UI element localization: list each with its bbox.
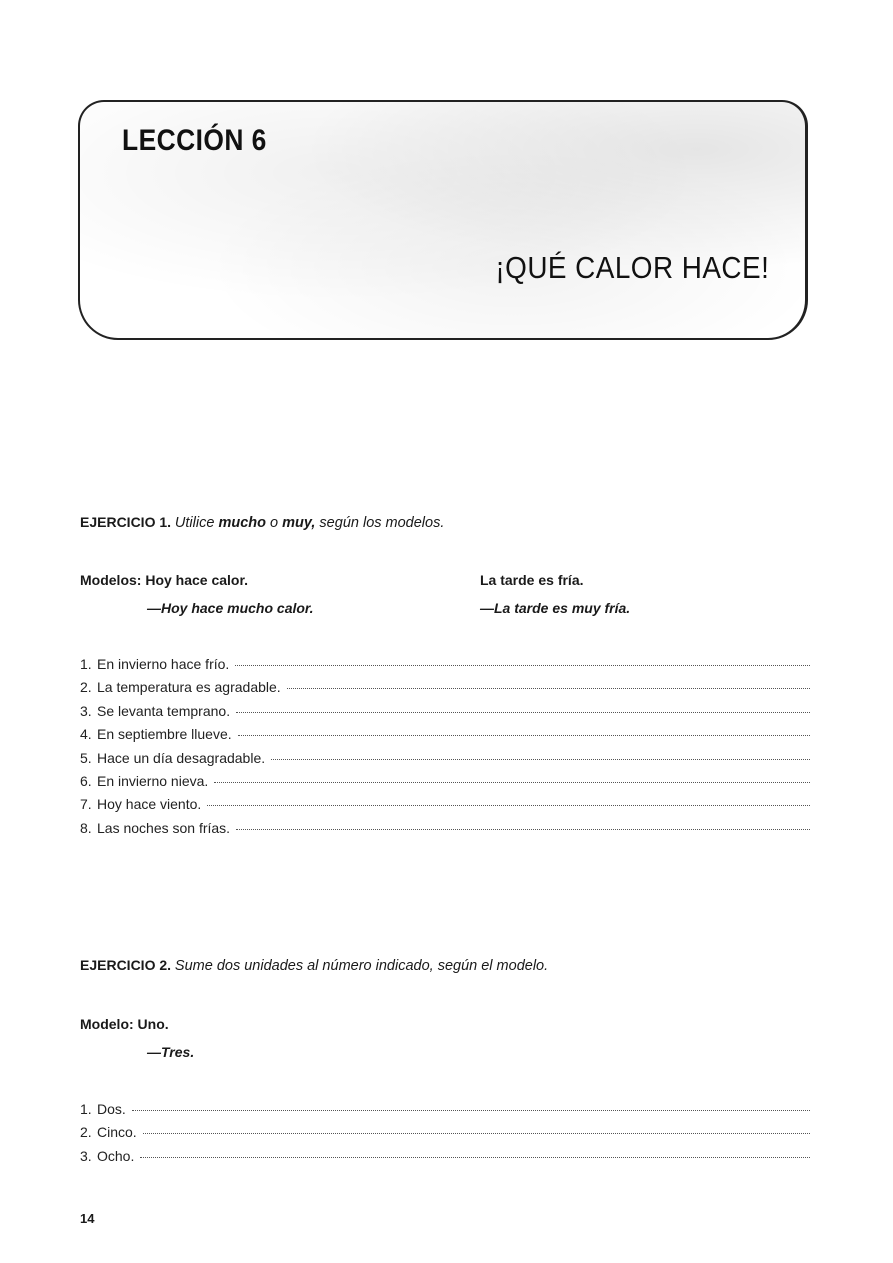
exercise-item <box>80 703 810 726</box>
exercise-item <box>80 1124 810 1147</box>
item-text: Dos. <box>97 1101 126 1117</box>
exercise2-instruction: Sume dos unidades al número indicado, según el modelo. <box>174 958 549 974</box>
exercise-item <box>80 820 810 843</box>
item-text: Hace un día desagradable. <box>97 749 266 766</box>
lesson-banner <box>78 100 808 340</box>
exercise-item <box>80 750 810 773</box>
exercise1-heading <box>80 514 444 531</box>
exercise1-label: EJERCICIO 1. <box>80 514 172 530</box>
exercise2-heading <box>80 957 548 974</box>
answer-line[interactable] <box>287 688 810 689</box>
item-number: 2. <box>80 679 92 696</box>
answer-line[interactable] <box>236 712 810 713</box>
exercise-item <box>80 773 810 796</box>
exercise2-list <box>80 1101 810 1171</box>
item-number: 7. <box>80 796 92 813</box>
answer-line[interactable] <box>236 829 810 830</box>
item-text: En invierno hace frío. <box>97 656 230 672</box>
lesson-number: LECCIÓN 6 <box>122 124 267 157</box>
exercise1-list <box>80 656 810 843</box>
item-text: En invierno nieva. <box>97 772 209 789</box>
answer-line[interactable] <box>207 805 810 806</box>
exercise1-model2: La tarde es fría. <box>480 572 584 588</box>
exercise-item <box>80 1148 810 1171</box>
item-text: Ocho. <box>97 1147 135 1164</box>
answer-line[interactable] <box>271 759 810 760</box>
item-number: 3. <box>80 702 92 719</box>
exercise1-model2-answer: —La tarde es muy fría. <box>480 600 631 616</box>
item-number: 6. <box>80 772 92 789</box>
exercise1-instruction-mid: o <box>265 515 283 531</box>
answer-line[interactable] <box>235 665 810 666</box>
answer-line[interactable] <box>143 1133 810 1134</box>
item-number: 1. <box>80 656 92 672</box>
exercise1-instruction-pre: Utilice <box>174 515 219 531</box>
exercise-item <box>80 726 810 749</box>
exercise-item <box>80 656 810 679</box>
item-number: 1. <box>80 1101 92 1117</box>
item-number: 8. <box>80 819 92 836</box>
item-text: Se levanta temprano. <box>97 702 231 719</box>
answer-line[interactable] <box>132 1110 810 1111</box>
item-number: 3. <box>80 1147 92 1164</box>
answer-line[interactable] <box>238 735 810 736</box>
item-text: En septiembre llueve. <box>97 726 232 743</box>
exercise1-word-muy: muy, <box>282 515 316 531</box>
exercise-item <box>80 1101 810 1124</box>
answer-line[interactable] <box>140 1157 810 1158</box>
exercise1-word-mucho: mucho <box>218 515 266 531</box>
exercise2-model-answer: —Tres. <box>147 1044 195 1060</box>
page-number: 14 <box>80 1211 95 1226</box>
exercise2-model-label: Modelo: Uno. <box>80 1016 169 1032</box>
item-number: 5. <box>80 749 92 766</box>
exercise1-instruction-post: según los modelos. <box>315 515 445 531</box>
item-text: Las noches son frías. <box>97 819 231 836</box>
lesson-title: ¡QUÉ CALOR HACE! <box>495 250 769 285</box>
exercise-item <box>80 796 810 819</box>
exercise1-instruction <box>175 515 444 531</box>
item-number: 4. <box>80 726 92 743</box>
exercise1-models-label: Modelos: Hoy hace calor. <box>80 572 249 588</box>
exercise2-label: EJERCICIO 2. <box>80 957 172 973</box>
item-text: Cinco. <box>97 1124 137 1141</box>
answer-line[interactable] <box>214 782 810 783</box>
exercise-item <box>80 679 810 702</box>
exercise1-model1-answer: —Hoy hace mucho calor. <box>147 600 314 616</box>
item-text: La temperatura es agradable. <box>97 679 281 696</box>
item-text: Hoy hace viento. <box>97 796 202 813</box>
item-number: 2. <box>80 1124 92 1141</box>
